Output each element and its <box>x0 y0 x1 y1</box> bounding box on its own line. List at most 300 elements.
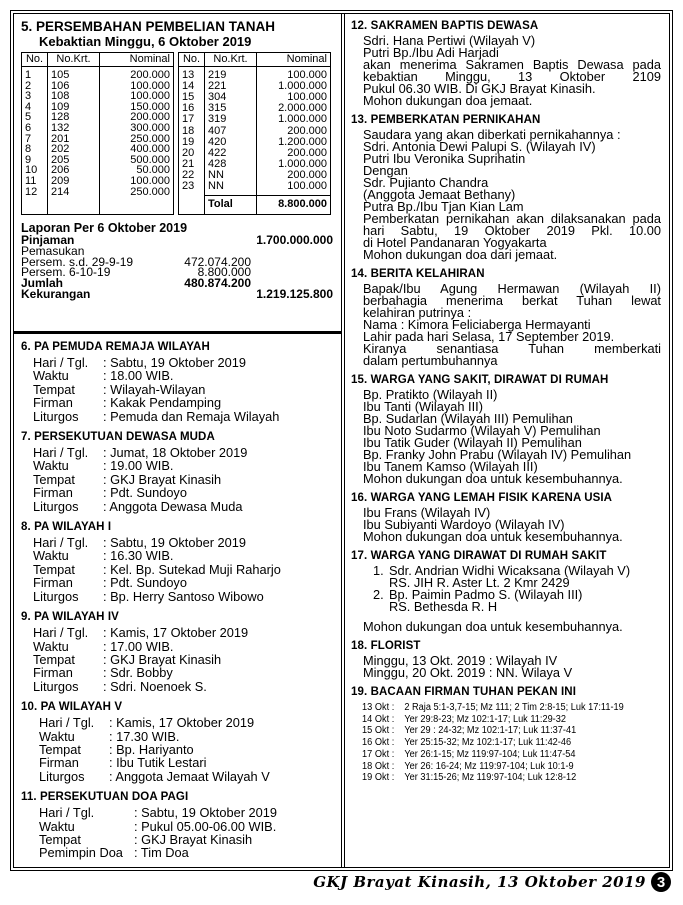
section-elderly <box>351 492 661 543</box>
hospital-item <box>373 589 661 613</box>
cell-no: 20 <box>179 148 205 159</box>
section-subtitle: Kebaktian Minggu, 6 Oktober 2019 <box>39 34 252 49</box>
event-block <box>21 701 335 783</box>
cell-nominal: 100.000 <box>257 67 331 82</box>
detail-value: : Pukul 05.00-06.00 WIB. <box>134 818 277 834</box>
cell-nominal: 100.000 <box>257 181 331 196</box>
detail-row <box>39 730 335 743</box>
cell-no: 14 <box>179 81 205 92</box>
detail-value: : Kakak Pendamping <box>103 395 222 411</box>
section-title: 16. WARGA YANG LEMAH FISIK KARENA USIA <box>351 492 613 504</box>
detail-row <box>33 459 335 472</box>
page-frame <box>13 13 670 868</box>
section-title: 12. SAKRAMEN BAPTIS DEWASA <box>351 20 539 32</box>
detail-value: : Ibu Tutik Lestari <box>109 755 207 771</box>
section-hospital <box>351 550 661 633</box>
detail-value: : Pdt. Sundoyo <box>103 575 187 591</box>
text-paragraph: akan menerima Sakramen Baptis Dewasa pada kebaktian Minggu, 13 Oktober 2109 <box>363 57 661 84</box>
detail-label: Tempat <box>33 651 75 667</box>
detail-label: Liturgos <box>33 498 79 514</box>
detail-label: Hari / Tgl. <box>39 715 95 731</box>
detail-row <box>33 626 335 639</box>
cell-card: 105 <box>48 67 100 81</box>
detail-row <box>39 770 335 783</box>
section-title: 18. FLORIST <box>351 640 421 652</box>
row-value: 480.874.200 <box>184 276 251 291</box>
cell-no: 22 <box>179 170 205 181</box>
cell-nominal: 200.000 <box>257 170 331 181</box>
cell-card: 205 <box>48 155 100 166</box>
text-line: Sdr. Pujianto Chandra <box>363 175 489 190</box>
row-value: 1.700.000.000 <box>256 233 333 247</box>
detail-label: Hari / Tgl. <box>33 625 89 641</box>
detail-value: : Sabtu, 19 Oktober 2019 <box>103 355 246 370</box>
text-line: Lahir pada hari Selasa, 17 September 2019. <box>363 329 615 344</box>
report-row-kekurangan <box>21 286 335 301</box>
reading-date: 19 Okt : <box>362 772 395 784</box>
detail-value: : GKJ Brayat Kinasih <box>134 831 253 847</box>
cell-no: 9 <box>22 155 48 166</box>
cell-nominal: 50.000 <box>100 165 174 176</box>
text-line: Mohon dukungan doa dari jemaat. <box>363 247 558 262</box>
detail-value: : 19.00 WIB. <box>103 458 174 474</box>
detail-value: : Sabtu, 19 Oktober 2019 <box>134 805 277 821</box>
cell-card: 420 <box>205 137 257 148</box>
cell-no: 8 <box>22 144 48 155</box>
detail-row <box>33 680 335 693</box>
row-label: Persem. s.d. 29-9-19 <box>21 254 134 269</box>
table-row <box>179 114 331 125</box>
cell-no: 2 <box>22 81 48 92</box>
event-details <box>21 536 335 603</box>
row-label: Pinjaman <box>21 233 75 247</box>
text-paragraph: Bapak/Ibu Agung Hermawan (Wilayah II) berbahagia menerima berkat Tuhan lewat <box>363 281 661 308</box>
detail-value: : Kel. Bp. Sutekad Muji Raharjo <box>103 561 281 577</box>
cell-no: 3 <box>22 91 48 102</box>
reading-row <box>362 725 636 737</box>
detail-row <box>33 356 335 369</box>
cell-nominal: 100.000 <box>100 176 174 187</box>
detail-value: : Kamis, 17 Oktober 2019 <box>109 715 255 731</box>
event-details <box>21 806 335 860</box>
detail-value: : Jumat, 18 Oktober 2019 <box>103 445 248 461</box>
cell-nominal: 100.000 <box>257 92 331 103</box>
event-details <box>21 626 335 693</box>
cell-nominal: 1.000.000 <box>257 81 331 92</box>
detail-row <box>33 590 335 603</box>
section-readings <box>351 686 661 784</box>
detail-row <box>39 756 335 769</box>
text-line: Dengan <box>363 163 408 178</box>
offering-table-2 <box>178 52 331 215</box>
event-details <box>21 356 335 423</box>
reading-passages: Yer 29 : 24-32; Mz 102:1-17; Luk 11:37-41 <box>404 725 577 737</box>
report-title: Laporan Per 6 Oktober 2019 <box>21 221 188 235</box>
reading-date: 14 Okt : <box>362 713 395 725</box>
detail-label: Firman <box>33 485 73 501</box>
detail-label: Liturgos <box>39 768 85 784</box>
detail-value: : Pdt. Sundoyo <box>103 485 187 501</box>
hospital-item <box>373 565 661 589</box>
cell-card: 304 <box>205 92 257 103</box>
detail-label: Waktu <box>33 458 69 474</box>
detail-value: : 18.00 WIB. <box>103 368 174 384</box>
cell-card: 109 <box>48 102 100 113</box>
detail-value: : 17.30 WIB. <box>109 728 180 744</box>
detail-value: : Pemuda dan Remaja Wilayah <box>103 408 280 424</box>
cell-card: NN <box>205 170 257 181</box>
text-line: Mohon dukungan doa jemaat. <box>363 93 533 108</box>
cell-card: 209 <box>48 176 100 187</box>
item-number: 2. <box>373 587 384 602</box>
patient-name: Bp. Paimin Padmo S. (Wilayah III) <box>389 587 583 602</box>
cell-no: 5 <box>22 112 48 123</box>
cell-nominal: 100.000 <box>100 91 174 102</box>
table-row-filler <box>22 200 174 214</box>
cell-no: 21 <box>179 159 205 170</box>
text-line: Saudara yang akan diberkati pernikahannya : <box>363 127 621 142</box>
text-line: Mohon dukungan doa untuk kesembuhannya. <box>363 619 623 634</box>
detail-value: : Kamis, 17 Oktober 2019 <box>103 625 249 641</box>
text-line: Pukul 06.30 WIB. Di GKJ Brayat Kinasih. <box>363 81 596 96</box>
detail-value: : Anggota Jemaat Wilayah V <box>109 768 270 784</box>
text-line: kelahiran putrinya : <box>363 305 472 320</box>
text-line: Sdri. Antonia Dewi Palupi S. (Wilayah IV) <box>363 139 596 154</box>
row-value: 1.219.125.800 <box>256 286 333 301</box>
col-header-no: No. <box>179 53 205 67</box>
detail-value: : Bp. Herry Santoso Wibowo <box>103 588 264 604</box>
table-row <box>179 67 331 82</box>
row-label: Pemasukan <box>21 243 85 258</box>
cell-no: 6 <box>22 123 48 134</box>
section-title: 17. WARGA YANG DIRAWAT DI RUMAH SAKIT <box>351 550 607 562</box>
text-paragraph: Kiranya senantiasa Tuhan memberkati <box>363 341 661 356</box>
cell-nominal: 200.000 <box>100 67 174 81</box>
detail-row <box>33 653 335 666</box>
event-title: 6. PA PEMUDA REMAJA WILAYAH <box>21 341 210 353</box>
text-line: Bp. Pratikto (Wilayah II) <box>363 387 498 402</box>
cell-card: 108 <box>48 91 100 102</box>
cell-nominal: 250.000 <box>100 187 174 201</box>
reading-row <box>362 714 636 726</box>
detail-value: : 17.00 WIB. <box>103 638 174 654</box>
page-number-badge: 3 <box>651 872 671 892</box>
event-title: 10. PA WILAYAH V <box>21 701 123 714</box>
detail-label: Tempat <box>33 381 75 397</box>
hospital-room: RS. Bethesda R. H <box>389 599 498 614</box>
detail-row <box>33 473 335 486</box>
detail-value: : Sdri. Noenoek S. <box>103 678 207 694</box>
detail-row <box>33 410 335 423</box>
section-florist <box>351 640 661 679</box>
event-title: 9. PA WILAYAH IV <box>21 611 119 624</box>
cell-nominal: 100.000 <box>100 81 174 92</box>
detail-row <box>33 549 335 562</box>
detail-row <box>33 446 335 459</box>
text-line: Ibu Tanti (Wilayah III) <box>363 399 483 414</box>
page-footer <box>313 872 671 892</box>
detail-label: Hari / Tgl. <box>39 805 95 821</box>
reading-row <box>362 737 636 749</box>
text-line: Sdri. Hana Pertiwi (Wilayah V) <box>363 33 536 48</box>
cell-empty <box>100 200 174 214</box>
detail-label: Firman <box>33 665 73 681</box>
section-title: 19. BACAAN FIRMAN TUHAN PEKAN INI <box>351 686 577 698</box>
detail-value: : Sabtu, 19 Oktober 2019 <box>103 535 246 551</box>
section-baptism <box>351 20 661 107</box>
offering-table-1 <box>21 52 174 215</box>
reading-row <box>362 702 636 714</box>
detail-value: : GKJ Brayat Kinasih <box>103 651 222 667</box>
cell-no: 11 <box>22 176 48 187</box>
cell-card: 407 <box>205 126 257 137</box>
reading-date: 13 Okt : <box>362 702 395 713</box>
text-line: Ibu Tatik Guder (Wilayah II) Pemulihan <box>363 435 582 450</box>
detail-label: Tempat <box>33 561 75 577</box>
reading-row <box>362 772 636 784</box>
cell-no: 18 <box>179 126 205 137</box>
detail-value: : Tim Doa <box>134 845 189 861</box>
event-block <box>21 431 335 513</box>
text-line: dalam pertumbuhannya <box>363 353 498 368</box>
event-details <box>21 446 335 513</box>
detail-row <box>33 666 335 679</box>
row-value: 8.800.000 <box>197 265 251 280</box>
text-line: (Anggota Jemaat Bethany) <box>363 187 516 202</box>
detail-label: Waktu <box>33 548 69 564</box>
col-header-nominal: Nominal <box>100 53 174 67</box>
event-block <box>21 341 335 423</box>
detail-label: Waktu <box>33 368 69 384</box>
cell-nominal: 150.000 <box>100 102 174 113</box>
detail-row <box>39 846 335 859</box>
reading-passages: 2 Raja 5:1-3,7-15; Mz 111; 2 Tim 2:8-15; Luk 17:11-19 <box>404 702 624 713</box>
detail-row <box>39 833 335 846</box>
total-row <box>179 196 331 215</box>
cell-nominal: 1.000.000 <box>257 114 331 125</box>
cell-empty <box>22 200 48 214</box>
cell-card: 106 <box>48 81 100 92</box>
cell-nominal: 500.000 <box>100 155 174 166</box>
row-value: 472.074.200 <box>184 254 251 269</box>
item-number: 1. <box>373 563 384 578</box>
text-line: Ibu Noto Sudarmo (Wilayah V) Pemulihan <box>363 423 601 438</box>
table-row <box>22 176 174 187</box>
cell-card: 221 <box>205 81 257 92</box>
detail-label: Liturgos <box>33 588 79 604</box>
detail-row <box>33 536 335 549</box>
detail-label: Hari / Tgl. <box>33 535 89 551</box>
cell-nominal: 1.000.000 <box>257 159 331 170</box>
patient-name: Sdr. Andrian Widhi Wicaksana (Wilayah V) <box>389 563 631 578</box>
cell-card: 132 <box>48 123 100 134</box>
cell-no: 1 <box>22 67 48 81</box>
section-title: 15. WARGA YANG SAKIT, DIRAWAT DI RUMAH <box>351 374 609 386</box>
text-line: Minggu, 13 Okt. 2019 : Wilayah IV <box>363 653 558 668</box>
report-row-persem2 <box>21 267 335 278</box>
section-title: 14. BERITA KELAHIRAN <box>351 268 485 280</box>
cell-card: 422 <box>205 148 257 159</box>
cell-card: 428 <box>205 159 257 170</box>
detail-label: Tempat <box>39 741 81 757</box>
cell-no: 7 <box>22 134 48 145</box>
cell-empty <box>48 200 100 214</box>
footer-text: GKJ Brayat Kinasih, 13 Oktober 2019 <box>313 873 646 891</box>
total-value: 8.800.000 <box>257 196 331 215</box>
col-header-no: No. <box>22 53 48 67</box>
text-line: Ibu Tanem Kamso (Wilayah III) <box>363 459 538 474</box>
reading-passages: Yer 29:8-23; Mz 102:1-17; Luk 11:29-32 <box>404 713 566 725</box>
cell-no: 17 <box>179 114 205 125</box>
text-line: Nama : Kimora Feliciaberga Hermayanti <box>363 317 591 332</box>
event-block <box>21 521 335 603</box>
table-row <box>22 123 174 134</box>
section-wedding <box>351 114 661 261</box>
detail-value: : Sdr. Bobby <box>103 665 173 681</box>
row-label: Kekurangan <box>21 286 91 301</box>
detail-label: Firman <box>33 395 73 411</box>
section-birth <box>351 268 661 367</box>
reading-passages: Yer 26: 16-24; Mz 119:97-104; Luk 10:1-9 <box>404 760 574 772</box>
cell-card: 319 <box>205 114 257 125</box>
cell-nominal: 300.000 <box>100 123 174 134</box>
detail-label: Hari / Tgl. <box>33 355 89 370</box>
detail-label: Waktu <box>33 638 69 654</box>
col-header-card: No.Krt. <box>205 53 257 67</box>
cell-no: 10 <box>22 165 48 176</box>
row-label: Jumlah <box>21 276 64 291</box>
detail-row <box>39 820 335 833</box>
event-block <box>21 791 335 860</box>
right-column <box>345 14 669 867</box>
cell-nominal: 250.000 <box>100 134 174 145</box>
col-header-card: No.Krt. <box>48 53 100 67</box>
event-title: 11. PERSEKUTUAN DOA PAGI <box>21 791 189 804</box>
cell-empty <box>179 196 205 215</box>
cell-nominal: 2.000.000 <box>257 103 331 114</box>
text-paragraph: Pemberkatan pernikahan akan dilaksanakan pada hari Sabtu, 19 Oktober 2019 Pkl. 10.00 <box>363 211 661 238</box>
event-title: 7. PERSEKUTUAN DEWASA MUDA <box>21 431 215 444</box>
reading-passages: Yer 25:15-32; Mz 102:1-17; Luk 11:42-46 <box>404 737 572 749</box>
detail-label: Pemimpin Doa <box>39 845 123 861</box>
text-line: Ibu Frans (Wilayah IV) <box>363 505 491 520</box>
detail-label: Waktu <box>39 728 75 744</box>
text-line: Putri Ibu Veronika Suprihatin <box>363 151 526 166</box>
detail-row <box>39 716 335 729</box>
text-line: Ibu Subiyanti Wardoyo (Wilayah IV) <box>363 517 565 532</box>
text-line: Bp. Sudarlan (Wilayah III) Pemulihan <box>363 411 573 426</box>
section-sick-home <box>351 374 661 485</box>
cell-card: NN <box>205 181 257 196</box>
detail-row <box>33 396 335 409</box>
detail-row <box>39 806 335 819</box>
text-line: Bp. Franky John Prabu (Wilayah IV) Pemulihan <box>363 447 632 462</box>
table-row <box>179 126 331 137</box>
cell-card: 206 <box>48 165 100 176</box>
event-block <box>21 611 335 693</box>
table-row <box>22 67 174 81</box>
detail-row <box>33 576 335 589</box>
reading-row <box>362 761 636 773</box>
cell-no: 16 <box>179 103 205 114</box>
cell-no: 15 <box>179 92 205 103</box>
event-title: 8. PA WILAYAH I <box>21 521 112 534</box>
detail-row <box>33 640 335 653</box>
cell-nominal: 200.000 <box>100 112 174 123</box>
cell-card: 219 <box>205 67 257 82</box>
detail-label: Liturgos <box>33 678 79 694</box>
detail-label: Hari / Tgl. <box>33 445 89 461</box>
table-row <box>22 187 174 201</box>
detail-label: Tempat <box>39 831 81 847</box>
detail-value: : Anggota Dewasa Muda <box>103 498 243 514</box>
detail-label: Firman <box>39 755 79 771</box>
col-header-nominal: Nominal <box>257 53 331 67</box>
cell-nominal: 200.000 <box>257 148 331 159</box>
detail-row <box>33 369 335 382</box>
section-persembahan <box>14 14 341 217</box>
detail-label: Firman <box>33 575 73 591</box>
detail-row <box>33 486 335 499</box>
cell-nominal: 400.000 <box>100 144 174 155</box>
total-label: Tolal <box>205 196 257 215</box>
section-title: 13. PEMBERKATAN PERNIKAHAN <box>351 114 541 126</box>
text-line: Mohon dukungan doa untuk kesembuhannya. <box>363 529 623 544</box>
cell-no: 23 <box>179 181 205 196</box>
detail-value: : Wilayah-Wilayan <box>103 381 206 397</box>
table-row <box>179 181 331 196</box>
cell-card: 201 <box>48 134 100 145</box>
financial-report <box>14 217 341 334</box>
cell-no: 4 <box>22 102 48 113</box>
reading-passages: Yer 31:15-26; Mz 119:97-104; Luk 12:8-12 <box>404 772 577 784</box>
text-line: Putra Bp./Ibu Tjan Kian Lam <box>363 199 524 214</box>
cell-no: 13 <box>179 67 205 82</box>
left-column <box>14 14 341 867</box>
detail-value: : GKJ Brayat Kinasih <box>103 471 222 487</box>
reading-passages: Yer 26:1-15; Mz 119:97-104; Luk 11:47-54 <box>404 748 576 760</box>
cell-card: 214 <box>48 187 100 201</box>
detail-row <box>39 743 335 756</box>
detail-row <box>33 563 335 576</box>
reading-date: 18 Okt : <box>362 760 395 772</box>
reading-date: 16 Okt : <box>362 737 395 749</box>
cell-nominal: 200.000 <box>257 126 331 137</box>
cell-no: 12 <box>22 187 48 201</box>
events-list <box>14 341 341 860</box>
text-line: Mohon dukungan doa untuk kesembuhannya. <box>363 471 623 486</box>
text-line: Putri Bp./Ibu Adi Harjadi <box>363 45 499 60</box>
cell-card: 128 <box>48 112 100 123</box>
reading-date: 15 Okt : <box>362 725 395 737</box>
cell-no: 19 <box>179 137 205 148</box>
event-details <box>21 716 335 783</box>
text-line: Minggu, 20 Okt. 2019 : NN. Wilaya V <box>363 665 573 680</box>
detail-label: Liturgos <box>33 408 79 424</box>
row-label: Persem. 6-10-19 <box>21 265 111 280</box>
detail-row <box>33 500 335 513</box>
reading-date: 17 Okt : <box>362 748 395 760</box>
reading-row <box>362 749 636 761</box>
text-line: di Hotel Pandanaran Yogyakarta <box>363 235 547 250</box>
cell-nominal: 1.200.000 <box>257 137 331 148</box>
section-title: 5. PERSEMBAHAN PEMBELIAN TANAH <box>21 19 276 34</box>
detail-row <box>33 383 335 396</box>
hospital-room: RS. JIH R. Aster Lt. 2 Kmr 2429 <box>389 575 570 590</box>
detail-value: : 16.30 WIB. <box>103 548 174 564</box>
cell-card: 202 <box>48 144 100 155</box>
detail-label: Tempat <box>33 471 75 487</box>
